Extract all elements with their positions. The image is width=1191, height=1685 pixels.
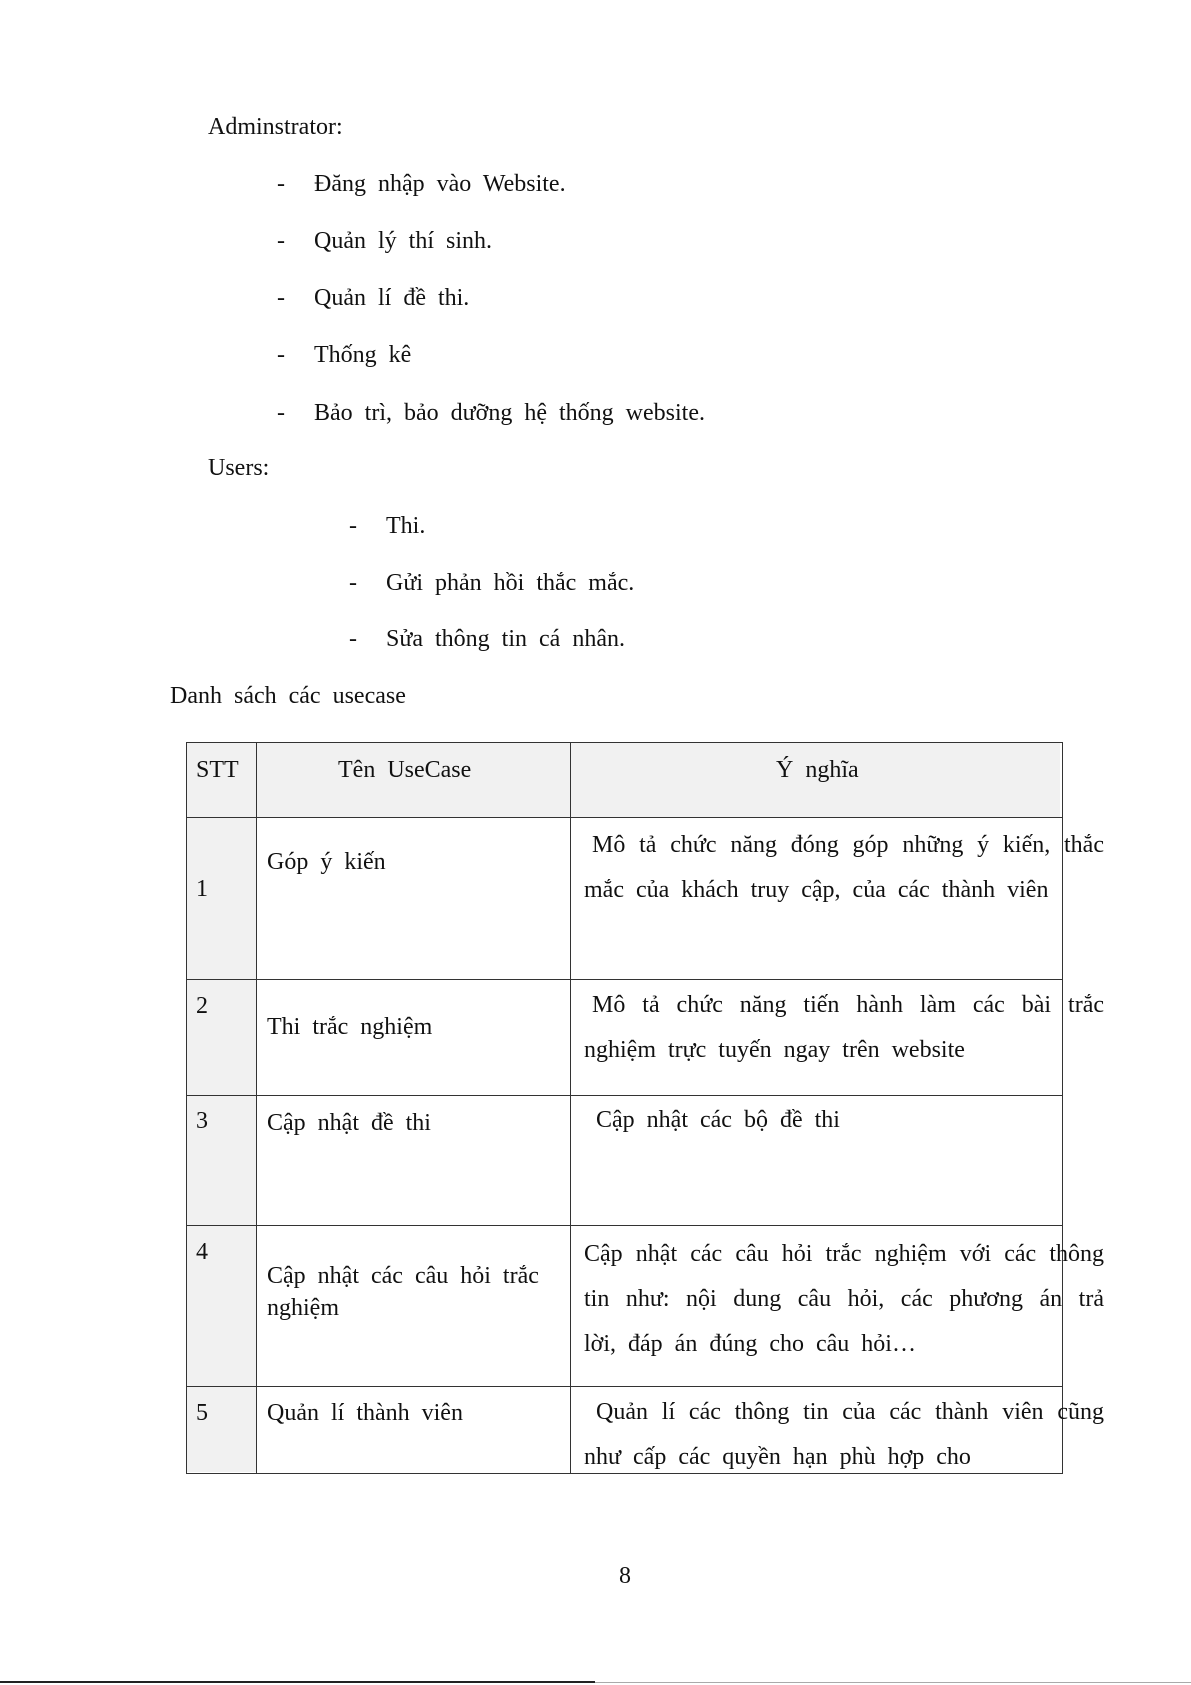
section-label-users: Users: — [208, 455, 270, 481]
table-caption: Danh sách các usecase — [170, 683, 406, 709]
list-item: Đăng nhập vào Website. — [314, 171, 566, 197]
table-row-divider — [186, 979, 1062, 980]
table-cell-meaning: Cập nhật các câu hỏi trắc nghiệm với các thông tin như: nội dung câu hỏi, các phương án trả lời, đáp án đúng cho câu hỏi… — [584, 1241, 1104, 1357]
table-row-divider — [186, 1095, 1062, 1096]
page-bottom-rule — [0, 1681, 595, 1683]
list-dash: - — [349, 626, 357, 652]
table-cell-name: Cập nhật đề thi — [267, 1110, 431, 1136]
table-cell-name: Thi trắc nghiệm — [267, 1014, 433, 1040]
page-number: 8 — [619, 1563, 631, 1589]
table-cell-stt: 3 — [196, 1108, 208, 1134]
table-cell-stt: 4 — [196, 1239, 208, 1265]
table-header-stt: STT — [196, 757, 239, 783]
list-dash: - — [349, 570, 357, 596]
page-bottom-rule-light — [595, 1682, 1191, 1683]
table-cell-stt: 2 — [196, 993, 208, 1019]
list-item: Gửi phản hồi thắc mắc. — [386, 570, 635, 596]
list-item: Bảo trì, bảo dưỡng hệ thống website. — [314, 400, 705, 426]
table-cell-name: Cập nhật các câu hỏi trắc nghiệm — [267, 1263, 539, 1321]
table-header-meaning: Ý nghĩa — [776, 757, 859, 783]
table-cell-meaning: Quản lí các thông tin của các thành viên cũng như cấp các quyền hạn phù hợp cho — [584, 1399, 1104, 1470]
list-item: Thi. — [386, 513, 426, 539]
list-dash: - — [277, 342, 285, 368]
table-header-name: Tên UseCase — [338, 757, 472, 783]
table-cell-name: Quản lí thành viên — [267, 1400, 463, 1426]
list-dash: - — [277, 171, 285, 197]
list-dash: - — [349, 513, 357, 539]
table-row-divider — [186, 1225, 1062, 1226]
list-item: Sửa thông tin cá nhân. — [386, 626, 625, 652]
list-dash: - — [277, 400, 285, 426]
table-row-divider — [186, 817, 1062, 818]
table-column-divider — [256, 742, 257, 1473]
table-column-divider — [570, 742, 571, 1473]
table-cell-stt: 1 — [196, 876, 208, 902]
table-cell-meaning: Mô tả chức năng tiến hành làm các bài trắc nghiệm trực tuyến ngay trên website — [584, 992, 1104, 1063]
table-cell-stt: 5 — [196, 1400, 208, 1426]
table-cell-meaning: Cập nhật các bộ đề thi — [596, 1107, 840, 1133]
table-cell-name: Góp ý kiến — [267, 849, 386, 875]
list-item: Quản lý thí sinh. — [314, 228, 492, 254]
list-dash: - — [277, 285, 285, 311]
list-item: Quản lí đề thi. — [314, 285, 470, 311]
list-dash: - — [277, 228, 285, 254]
list-item: Thống kê — [314, 342, 412, 368]
table-cell-meaning: Mô tả chức năng đóng góp những ý kiến, thắc mắc của khách truy cập, của các thành viên — [584, 832, 1104, 903]
table-row-divider — [186, 1386, 1062, 1387]
section-label-admin: Adminstrator: — [208, 114, 343, 140]
